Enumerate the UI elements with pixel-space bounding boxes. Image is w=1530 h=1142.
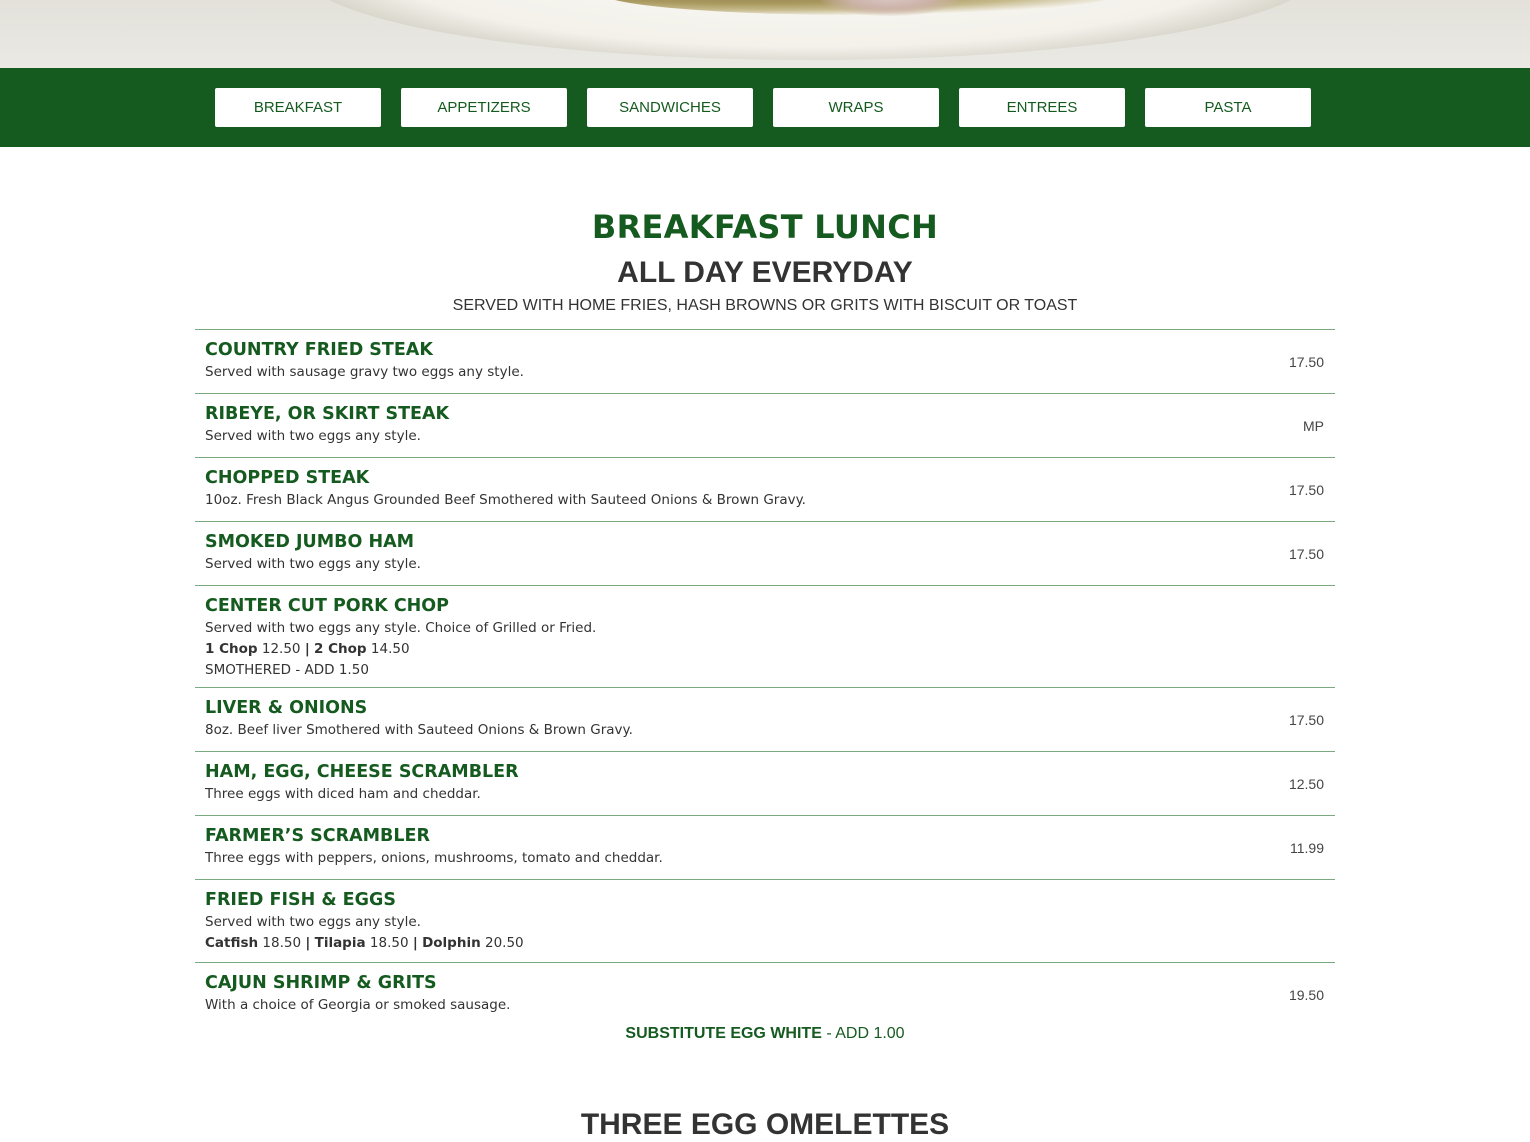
nav-pasta-button[interactable]: PASTA: [1145, 88, 1311, 127]
item-description: 8oz. Beef liver Smothered with Sauteed Onions & Brown Gravy.: [205, 722, 633, 738]
item-options: [205, 639, 1325, 659]
next-section-title: THREE EGG OMELETTES: [580, 1108, 950, 1141]
menu-item: [195, 457, 1335, 521]
option-price: 18.50: [262, 935, 302, 951]
option-separator: |: [412, 935, 418, 951]
nav-breakfast-button[interactable]: BREAKFAST: [215, 88, 381, 127]
item-price: 17.50: [1288, 545, 1324, 562]
section-note: SERVED WITH HOME FRIES, HASH BROWNS OR GRITS WITH BISCUIT OR TOAST: [452, 297, 1078, 314]
nav-entrees-button[interactable]: ENTREES: [959, 88, 1125, 127]
item-name: RIBEYE, OR SKIRT STEAK: [205, 404, 450, 424]
option-price: 12.50: [261, 641, 301, 657]
menu-category-nav: [0, 68, 1530, 147]
item-name: FRIED FISH & EGGS: [205, 890, 396, 910]
item-price: 17.50: [1288, 481, 1324, 498]
menu-item: [195, 815, 1335, 879]
item-name: CAJUN SHRIMP & GRITS: [205, 973, 437, 993]
item-description: Served with two eggs any style.: [205, 914, 421, 930]
menu-item: [195, 329, 1335, 393]
item-description: Served with two eggs any style. Choice of Grilled or Fried.: [205, 620, 597, 636]
menu-item-list: [195, 329, 1335, 1026]
item-extra: SMOTHERED - ADD 1.50: [205, 662, 369, 678]
item-description: Served with two eggs any style.: [205, 428, 421, 444]
option-label: 1 Chop: [205, 641, 258, 657]
nav-appetizers-button[interactable]: APPETIZERS: [401, 88, 567, 127]
item-description: Three eggs with peppers, onions, mushrooms, tomato and cheddar.: [205, 850, 663, 866]
section-title: BREAKFAST LUNCH: [591, 208, 939, 246]
section-subtitle: ALL DAY EVERYDAY: [617, 256, 913, 289]
item-description: With a choice of Georgia or smoked sausage.: [205, 997, 511, 1013]
menu-item: [195, 521, 1335, 585]
note-bold: SUBSTITUTE EGG WHITE: [625, 1025, 822, 1042]
option-separator: |: [304, 641, 310, 657]
item-name: CHOPPED STEAK: [205, 468, 370, 488]
item-price: 12.50: [1288, 775, 1324, 792]
item-options: [205, 933, 1325, 953]
item-description: 10oz. Fresh Black Angus Grounded Beef Smothered with Sauteed Onions & Brown Gravy.: [205, 492, 806, 508]
menu-item: [195, 585, 1335, 687]
item-price: 17.50: [1288, 711, 1324, 728]
item-name: HAM, EGG, CHEESE SCRAMBLER: [205, 762, 519, 782]
item-name: SMOKED JUMBO HAM: [205, 532, 415, 552]
option-price: 18.50: [369, 935, 409, 951]
item-price: 19.50: [1288, 986, 1324, 1003]
item-name: COUNTRY FRIED STEAK: [205, 340, 433, 360]
option-separator: |: [305, 935, 311, 951]
item-price: 11.99: [1290, 839, 1324, 856]
egg-white-note: [0, 1025, 1530, 1043]
option-label: Dolphin: [422, 935, 481, 951]
note-rest: - ADD 1.00: [821, 1025, 905, 1042]
item-description: Served with sausage gravy two eggs any style.: [205, 364, 524, 380]
menu-item: [195, 962, 1335, 1026]
menu-item: [195, 687, 1335, 751]
item-name: CENTER CUT PORK CHOP: [205, 596, 450, 616]
option-label: 2 Chop: [314, 641, 367, 657]
hero-food-image: [0, 0, 1530, 68]
menu-item: [195, 751, 1335, 815]
item-price: MP: [1303, 417, 1324, 434]
option-label: Catfish: [205, 935, 259, 951]
nav-sandwiches-button[interactable]: SANDWICHES: [587, 88, 753, 127]
item-name: FARMER’S SCRAMBLER: [205, 826, 430, 846]
menu-item: [195, 393, 1335, 457]
item-description: Served with two eggs any style.: [205, 556, 421, 572]
item-price: 17.50: [1288, 353, 1324, 370]
option-label: Tilapia: [314, 935, 366, 951]
nav-wraps-button[interactable]: WRAPS: [773, 88, 939, 127]
option-price: 14.50: [370, 641, 410, 657]
item-name: LIVER & ONIONS: [205, 698, 368, 718]
option-price: 20.50: [485, 935, 524, 951]
item-description: Three eggs with diced ham and cheddar.: [205, 786, 481, 802]
menu-item: [195, 879, 1335, 962]
